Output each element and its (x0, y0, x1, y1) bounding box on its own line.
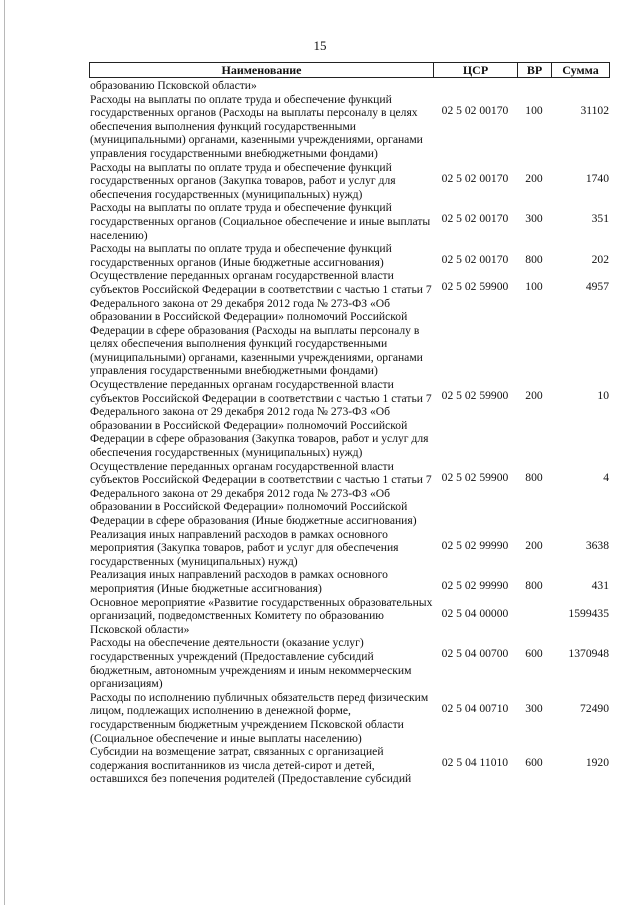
row-sum-cell: 1740 (585, 171, 609, 185)
row-name-cell: Расходы на выплаты по оплате труда и обеспечение функций государственных органов (Расходы на выплаты персоналу в целях обеспечения выполнения функций государственными (муниципальными) органами, казенными учреждениями, органами управления государственными внебюджетными фондами) (90, 92, 423, 160)
row-vr-cell: 200 (525, 538, 543, 552)
header-sum: Сумма (562, 62, 599, 77)
row-sum-cell: 72490 (580, 701, 609, 715)
row-csr-cell: 02 5 02 99990 (441, 579, 509, 593)
row-sum-cell: 3638 (585, 538, 609, 552)
row-csr-cell: 02 5 04 00700 (441, 647, 509, 661)
row-name-cell: Расходы на выплаты по оплате труда и обеспечение функций государственных органов (Иные бюджетные ассигнования) (90, 242, 392, 269)
table-row (89, 596, 610, 637)
budget-table (89, 62, 610, 786)
row-sum-cell (551, 78, 610, 93)
row-sum-cell: 202 (591, 253, 609, 267)
row-name-cell: Расходы по исполнению публичных обязательств перед физическим лицом, подлежащих исполнению в денежной форме, государственным бюджетным учреждением Псковской области (Социальное обеспечение и иные выплаты населению) (90, 690, 429, 745)
row-name-cell: Осуществление переданных органам государственной власти субъектов Российской Федерации в соответствии с частью 1 статьи 7 Федерального закона от 29 декабря 2012 года № 273-ФЗ «Об образовании в Российской Федерации» полномочий Российской Федерации в сфере образования (Иные бюджетные ассигнования) (90, 459, 432, 527)
table-row (89, 242, 610, 269)
row-sum-cell: 31102 (580, 103, 609, 117)
table-row (89, 460, 610, 528)
row-sum-cell: 10 (597, 389, 609, 403)
row-name-cell: Расходы на выплаты по оплате труда и обеспечение функций государственных органов (Социальное обеспечение и иные выплаты населению) (90, 201, 431, 242)
row-csr-cell: 02 5 02 00170 (441, 253, 509, 267)
page-number: 15 (313, 38, 327, 53)
row-csr-cell: 02 5 04 00000 (441, 606, 509, 620)
table-row (89, 201, 610, 242)
row-name-cell: Расходы на обеспечение деятельности (оказание услуг) государственных учреждений (Предоставление субсидий бюджетным, автономным учреждениям и иным некоммерческим организациям) (90, 636, 412, 691)
row-sum-cell: 1599435 (568, 606, 609, 620)
row-name-cell: Основное мероприятие «Развитие государственных образовательных организаций, подведомственных Комитету по образованию Псковской области» (90, 595, 433, 636)
row-sum-cell: 1370948 (568, 647, 609, 661)
row-csr-cell: 02 5 02 59900 (441, 389, 509, 403)
table-row (89, 568, 610, 595)
row-vr-cell: 100 (525, 103, 543, 117)
row-name-cell: Расходы на выплаты по оплате труда и обеспечение функций государственных органов (Закупка товаров, работ и услуг для обеспечения государственных (муниципальных) нужд) (90, 160, 396, 201)
table-body (89, 78, 610, 786)
row-vr-cell: 200 (525, 389, 543, 403)
header-vr: ВР (518, 63, 552, 77)
scan-edge-line (4, 0, 5, 905)
row-vr-cell: 800 (525, 470, 543, 484)
row-vr-cell: 800 (525, 579, 543, 593)
row-vr-cell: 300 (525, 701, 543, 715)
row-csr-cell: 02 5 04 00710 (441, 701, 509, 715)
header-name: Наименование (90, 63, 434, 77)
row-vr-cell: 800 (525, 253, 543, 267)
table-row (89, 269, 610, 378)
table-row (89, 93, 610, 161)
table-row (89, 636, 610, 690)
row-csr-cell: 02 5 02 00170 (441, 212, 509, 226)
row-vr-cell (517, 78, 551, 93)
row-csr-cell: 02 5 02 00170 (441, 171, 509, 185)
row-csr-cell: 02 5 04 11010 (441, 756, 509, 770)
row-csr-cell: 02 5 02 99990 (441, 538, 509, 552)
row-csr-cell (433, 78, 517, 93)
row-vr-cell (517, 596, 551, 637)
table-row (89, 78, 610, 93)
row-name-cell: Реализация иных направлений расходов в рамках основного мероприятия (Закупка товаров, работ и услуг для обеспечения государственных (муниципальных) нужд) (90, 527, 399, 568)
row-vr-cell: 200 (525, 171, 543, 185)
row-csr-cell: 02 5 02 59900 (441, 280, 509, 294)
row-vr-cell: 100 (525, 280, 543, 294)
row-name-cell: Осуществление переданных органам государственной власти субъектов Российской Федерации в соответствии с частью 1 статьи 7 Федерального закона от 29 декабря 2012 года № 273-ФЗ «Об образовании в Российской Федерации» полномочий Российской Федерации в сфере образования (Закупка товаров, работ и услуг для обеспечения государственных (муниципальных) нужд) (90, 378, 432, 460)
table-row (89, 745, 610, 786)
header-csr: ЦСР (434, 63, 518, 77)
row-sum-cell: 4957 (585, 280, 609, 294)
table-header (89, 62, 610, 78)
row-name-cell: Реализация иных направлений расходов в рамках основного мероприятия (Иные бюджетные ассигнования) (90, 568, 388, 595)
row-vr-cell: 600 (525, 647, 543, 661)
table-row (89, 691, 610, 745)
table-row (89, 528, 610, 569)
row-name-cell: образованию Псковской области» (90, 79, 257, 92)
row-vr-cell: 600 (525, 756, 543, 770)
row-csr-cell: 02 5 02 59900 (441, 470, 509, 484)
row-vr-cell: 300 (525, 212, 543, 226)
row-name-cell: Осуществление переданных органам государственной власти субъектов Российской Федерации в соответствии с частью 1 статьи 7 Федерального закона от 29 декабря 2012 года № 273-ФЗ «Об образовании в Российской Федерации» полномочий Российской Федерации в сфере образования (Расходы на выплаты персоналу в целях обеспечения выполнения функций государственными (муниципальными) органами, казенными учреждениями, органами управления государственными внебюджетными фондами) (90, 269, 432, 378)
row-sum-cell: 351 (591, 212, 609, 226)
table-row (89, 378, 610, 460)
table-row (89, 161, 610, 202)
row-csr-cell: 02 5 02 00170 (441, 103, 509, 117)
row-name-cell: Субсидии на возмещение затрат, связанных с организацией содержания воспитанников из числа детей-сирот и детей, оставшихся без попечения родителей (Предоставление субсидий (90, 745, 412, 786)
row-sum-cell: 1920 (585, 756, 609, 770)
row-sum-cell: 431 (591, 579, 609, 593)
row-sum-cell: 4 (603, 470, 609, 484)
